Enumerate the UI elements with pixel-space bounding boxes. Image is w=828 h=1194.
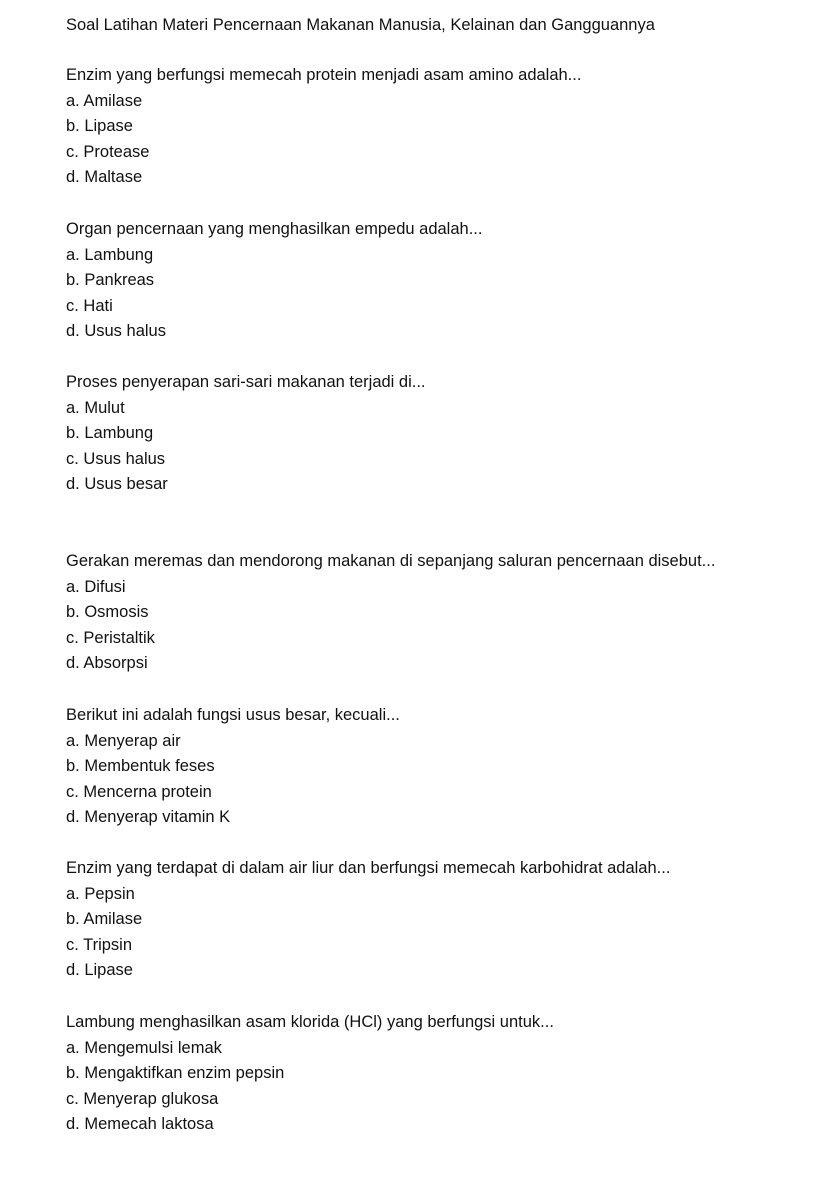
option-c: c. Menyerap glukosa bbox=[66, 1089, 219, 1108]
question-text: Proses penyerapan sari-sari makanan terjadi di... bbox=[66, 373, 426, 391]
option-d: d. Maltase bbox=[66, 168, 143, 186]
option-a: a. Mulut bbox=[66, 398, 125, 417]
question-6 bbox=[66, 857, 806, 985]
option-d: d. Lipase bbox=[66, 961, 133, 979]
option-c: c. Usus halus bbox=[66, 449, 166, 468]
option-b: b. Lambung bbox=[66, 424, 154, 442]
question-text: Enzim yang berfungsi memecah protein menjadi asam amino adalah... bbox=[66, 66, 582, 84]
option-d: d. Memecah laktosa bbox=[66, 1115, 214, 1133]
option-b: b. Pankreas bbox=[66, 271, 155, 289]
option-d: d. Menyerap vitamin K bbox=[66, 808, 231, 826]
option-c: c. Mencerna protein bbox=[66, 782, 212, 801]
question-7 bbox=[66, 1011, 806, 1139]
document-title: Soal Latihan Materi Pencernaan Makanan Manusia, Kelainan dan Gangguannya bbox=[66, 16, 655, 34]
question-1 bbox=[66, 64, 806, 192]
option-a: a. Mengemulsi lemak bbox=[66, 1038, 222, 1057]
question-4 bbox=[66, 550, 806, 678]
question-text: Lambung menghasilkan asam klorida (HCl) yang berfungsi untuk... bbox=[66, 1013, 554, 1031]
question-text: Gerakan meremas dan mendorong makanan di sepanjang saluran pencernaan disebut... bbox=[66, 552, 716, 570]
question-2 bbox=[66, 218, 806, 346]
option-a: a. Difusi bbox=[66, 577, 126, 596]
option-c: c. Hati bbox=[66, 296, 113, 315]
option-a: a. Amilase bbox=[66, 91, 143, 110]
question-text: Enzim yang terdapat di dalam air liur dan berfungsi memecah karbohidrat adalah... bbox=[66, 859, 671, 877]
option-b: b. Lipase bbox=[66, 117, 133, 135]
option-c: c. Protease bbox=[66, 142, 150, 161]
question-text: Organ pencernaan yang menghasilkan empedu adalah... bbox=[66, 220, 483, 238]
option-b: b. Mengaktifkan enzim pepsin bbox=[66, 1064, 285, 1082]
option-a: a. Lambung bbox=[66, 245, 154, 264]
option-d: d. Usus halus bbox=[66, 322, 166, 340]
option-b: b. Amilase bbox=[66, 910, 143, 928]
option-c: c. Peristaltik bbox=[66, 628, 155, 647]
question-5 bbox=[66, 704, 806, 832]
question-text: Berikut ini adalah fungsi usus besar, kecuali... bbox=[66, 706, 400, 724]
question-3 bbox=[66, 371, 806, 499]
option-d: d. Absorpsi bbox=[66, 654, 148, 672]
option-c: c. Tripsin bbox=[66, 935, 133, 954]
option-b: b. Membentuk feses bbox=[66, 757, 215, 775]
option-a: a. Pepsin bbox=[66, 884, 135, 903]
option-d: d. Usus besar bbox=[66, 475, 168, 493]
option-b: b. Osmosis bbox=[66, 603, 149, 621]
option-a: a. Menyerap air bbox=[66, 731, 181, 750]
